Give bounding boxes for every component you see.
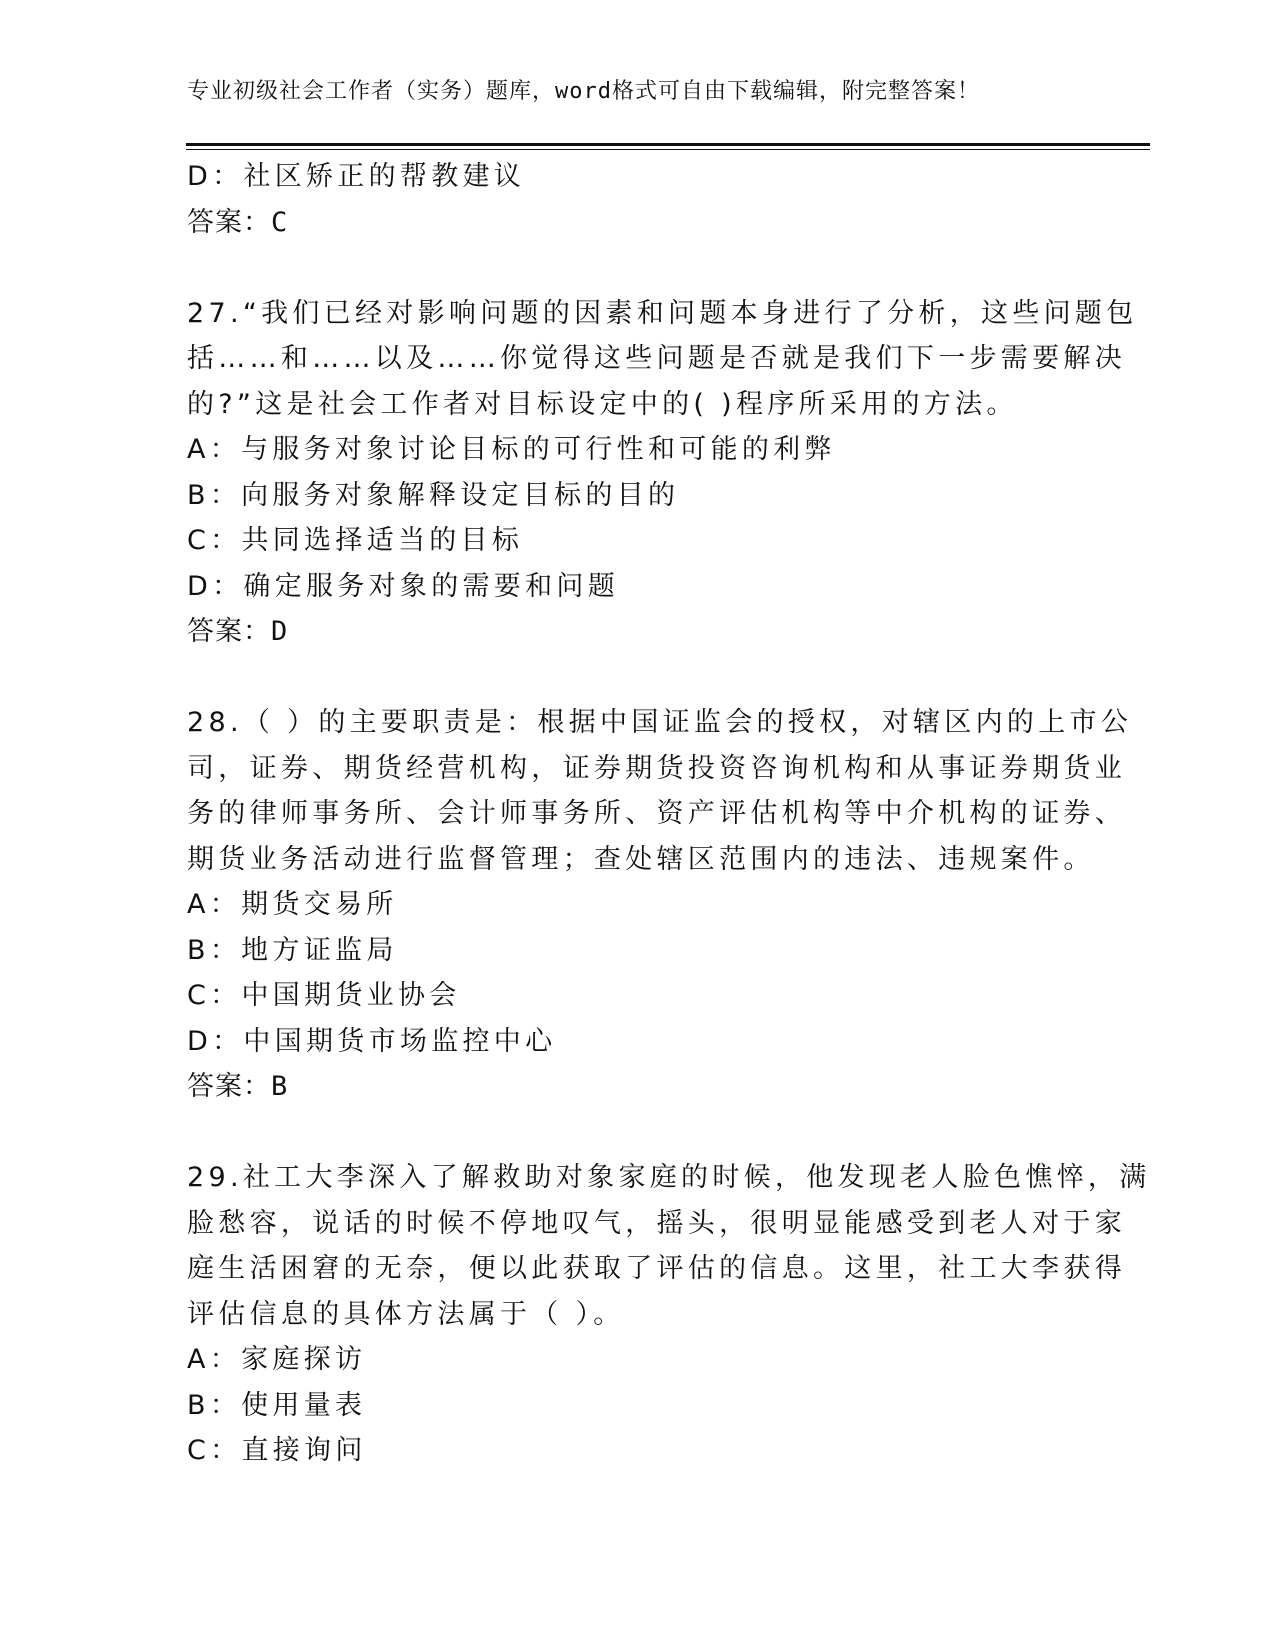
- q29-option-b: B：使用量表: [187, 1389, 367, 1421]
- q28-stem-line: 期货业务活动进行监督管理；查处辖区范围内的违法、违规案件。: [187, 843, 1095, 875]
- spacer: [187, 655, 1087, 701]
- question-29: [187, 1155, 1151, 1474]
- q27-stem-line: 的?”这是社会工作者对目标设定中的( )程序所采用的方法。: [187, 388, 1018, 420]
- q29-stem-line: 脸愁容，说话的时候不停地叹气，摇头，很明显能感受到老人对于家: [187, 1207, 1126, 1239]
- q27-answer: 答案：D: [187, 616, 289, 647]
- q29-option-a: A：家庭探访: [187, 1344, 367, 1375]
- q28-option-c: C：中国期货业协会: [187, 980, 461, 1011]
- header-rule-thin: [186, 149, 1150, 150]
- q28-stem-line: 28.（ ）的主要职责是：根据中国证监会的授权，对辖区内的上市公: [187, 707, 1133, 738]
- q29-stem-line: 评估信息的具体方法属于（ ）。: [187, 1298, 625, 1330]
- q27-stem-line: 括……和……以及……你觉得这些问题是否就是我们下一步需要解决: [187, 343, 1126, 374]
- q26-answer: 答案：C: [187, 206, 289, 238]
- q27-option-a: A：与服务对象讨论目标的可行性和可能的利弊: [187, 434, 836, 465]
- question-27: [187, 291, 1138, 655]
- q28-answer: 答案：B: [187, 1071, 289, 1102]
- q27-option-d: D：确定服务对象的需要和问题: [187, 570, 619, 602]
- q28-option-a: A：期货交易所: [187, 889, 398, 920]
- q28-stem-line: 务的律师事务所、会计师事务所、资产评估机构等中介机构的证券、: [187, 798, 1126, 829]
- q29-stem-line: 庭生活困窘的无奈，便以此获取了评估的信息。这里，社工大李获得: [187, 1253, 1126, 1284]
- spacer: [187, 1110, 1087, 1156]
- q27-stem-line: 27.“我们已经对影响问题的因素和问题本身进行了分析，这些问题包: [187, 297, 1138, 329]
- q28-option-d: D：中国期货市场监控中心: [187, 1025, 557, 1057]
- q26-option-d: D：社区矫正的帮教建议: [187, 161, 526, 192]
- page-header: 专业初级社会工作者（实务）题库，word格式可自由下载编辑，附完整答案！: [187, 79, 980, 104]
- spacer: [187, 245, 1087, 291]
- q29-option-c: C：直接询问: [187, 1435, 367, 1466]
- q27-option-b: B：向服务对象解释设定目标的目的: [187, 479, 680, 511]
- q27-option-c: C：共同选择适当的目标: [187, 525, 524, 556]
- header-rule-thick: [186, 143, 1150, 146]
- question-content: [187, 154, 1151, 1474]
- q28-stem-line: 司，证券、期货经营机构，证券期货投资咨询机构和从事证券期货业: [187, 752, 1126, 784]
- q29-stem-line: 29.社工大李深入了解救助对象家庭的时候，他发现老人脸色憔悴，满: [187, 1162, 1151, 1193]
- question-28: [187, 700, 1133, 1110]
- q28-option-b: B：地方证监局: [187, 934, 398, 966]
